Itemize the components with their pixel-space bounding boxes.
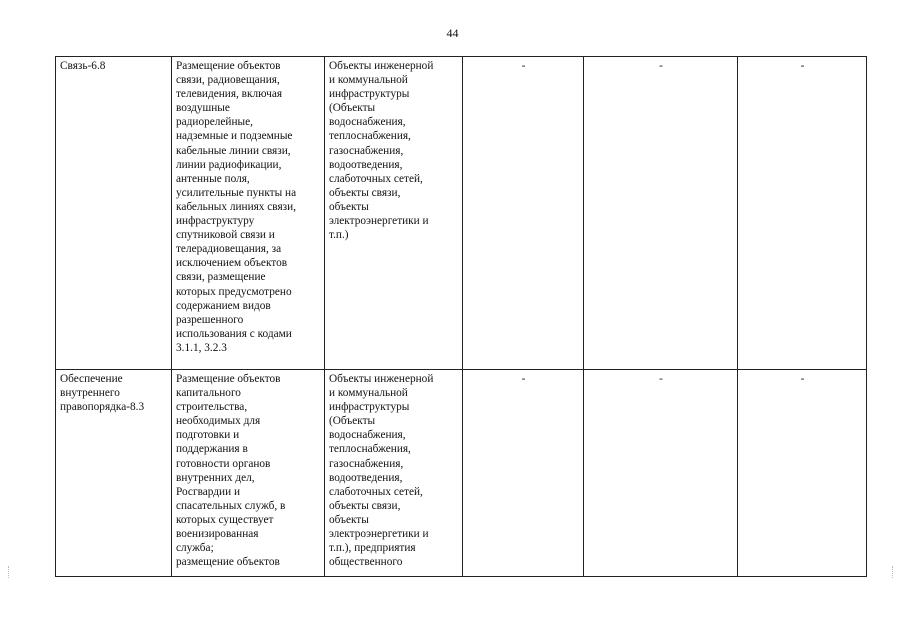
objects-line: (Объекты (329, 102, 376, 115)
objects-line: т.п.) (329, 229, 349, 242)
description-line: готовности органов (176, 457, 271, 470)
table-row (56, 57, 867, 370)
description-line: радиорелейные, (176, 116, 253, 129)
description-line: исключением объектов (176, 257, 288, 270)
objects-line: Объекты инженерной (329, 373, 434, 385)
objects-line: (Объекты (329, 415, 376, 428)
scan-edge-mark (892, 566, 895, 578)
objects-line: объекты (329, 200, 369, 213)
description-line: спутниковой связи и (176, 229, 275, 242)
description-line: Росгвардии и (176, 485, 240, 498)
description-line: подготовки и (176, 429, 240, 442)
description-line: линии радиофикации, (176, 158, 282, 171)
description-line: служба; (176, 542, 214, 555)
dash-cell: - (584, 370, 738, 577)
objects-line: водоотведения, (329, 471, 403, 484)
description-line: кабельные линии связи, (176, 144, 291, 157)
objects-line: т.п.), предприятия (329, 542, 416, 555)
page-number: 44 (446, 26, 459, 40)
description-line: надземные и подземные (176, 130, 293, 143)
description-line: воздушные (176, 102, 230, 115)
objects-line: объекты связи, (329, 499, 401, 512)
description-line: которых предусмотрено (176, 285, 292, 298)
land-use-table (55, 56, 867, 577)
description-line: использования с кодами (176, 327, 292, 340)
description-line: Размещение объектов (176, 373, 281, 385)
description-line: капитального (176, 387, 241, 400)
objects-line: объекты (329, 513, 369, 526)
description-line: 3.1.1, 3.2.3 (176, 341, 227, 354)
description-line: необходимых для (176, 415, 261, 428)
objects-line: Объекты инженерной (329, 60, 434, 72)
dash-cell: - (584, 57, 738, 370)
description-line: усилительные пункты на (176, 186, 297, 199)
use-description-cell (172, 57, 325, 370)
permitted-objects-cell (325, 370, 463, 577)
description-line: телерадиовещания, за (176, 243, 282, 256)
scan-edge-mark (8, 566, 11, 578)
objects-line: и коммунальной (329, 387, 408, 400)
objects-line: и коммунальной (329, 74, 408, 87)
description-line: содержанием видов (176, 299, 271, 312)
objects-line: электроэнергетики и (329, 528, 429, 541)
description-line: антенные поля, (176, 172, 250, 185)
objects-line: инфраструктуры (329, 88, 410, 101)
dash-cell: - (463, 370, 584, 577)
objects-line: инфраструктуры (329, 401, 410, 414)
objects-line: газоснабжения, (329, 457, 404, 470)
objects-line: водоснабжения, (329, 116, 406, 129)
use-type-name-cell (56, 370, 172, 577)
dash-cell: - (738, 370, 867, 577)
dash-cell: - (463, 57, 584, 370)
objects-line: водоснабжения, (329, 429, 406, 442)
table-row (56, 370, 867, 577)
description-line: Размещение объектов (176, 60, 281, 72)
use-type-name-line: правопорядка-8.3 (60, 401, 145, 414)
use-type-name-cell (56, 57, 172, 370)
use-description-cell (172, 370, 325, 577)
description-line: военизированная (176, 528, 259, 541)
objects-line: общественного (329, 556, 403, 569)
dash-cell: - (738, 57, 867, 370)
description-line: строительства, (176, 401, 248, 414)
permitted-objects-cell (325, 57, 463, 370)
description-line: размещение объектов (176, 556, 280, 569)
description-line: кабельных линиях связи, (176, 200, 297, 213)
description-line: которых существует (176, 513, 274, 526)
description-line: разрешенного (176, 313, 244, 326)
use-type-name-line: внутреннего (60, 387, 120, 400)
objects-line: объекты связи, (329, 186, 401, 199)
use-type-name-line: Связь-6.8 (60, 60, 106, 72)
objects-line: слаботочных сетей, (329, 485, 423, 498)
objects-line: электроэнергетики и (329, 215, 429, 228)
objects-line: теплоснабжения, (329, 130, 411, 143)
objects-line: водоотведения, (329, 158, 403, 171)
description-line: инфраструктуру (176, 215, 255, 228)
description-line: телевидения, включая (176, 88, 283, 101)
objects-line: теплоснабжения, (329, 443, 411, 456)
use-type-name-line: Обеспечение (60, 373, 123, 385)
description-line: спасательных служб, в (176, 499, 286, 512)
objects-line: газоснабжения, (329, 144, 404, 157)
description-line: поддержания в (176, 443, 248, 456)
description-line: связи, размещение (176, 271, 266, 284)
objects-line: слаботочных сетей, (329, 172, 423, 185)
description-line: внутренних дел, (176, 471, 255, 484)
description-line: связи, радиовещания, (176, 74, 280, 87)
